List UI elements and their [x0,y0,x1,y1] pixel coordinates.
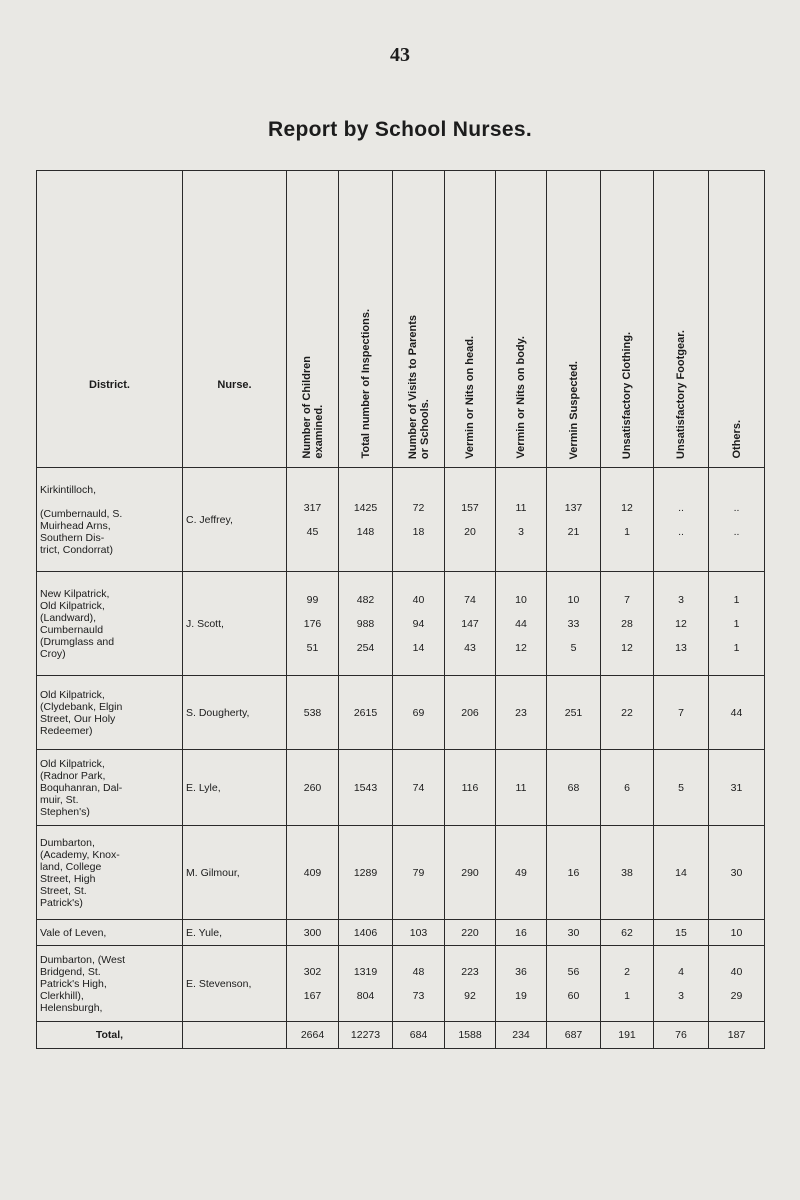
footgear-cell: 15 [654,920,709,946]
footgear-cell: 4 3 [654,946,709,1022]
total-vermin-head-cell: 1588 [445,1022,496,1049]
children-cell: 99 176 51 [287,572,339,676]
total-vermin-suspected-cell: 687 [547,1022,601,1049]
vermin-head-cell: 290 [445,826,496,920]
header-inspections-label: Total number of Inspections. [359,309,372,459]
vermin-suspected-cell: 10 33 5 [547,572,601,676]
children-cell: 538 [287,676,339,750]
vermin-head-cell: 220 [445,920,496,946]
total-footgear-cell: 76 [654,1022,709,1049]
header-row [37,171,765,468]
vermin-suspected-cell: 68 [547,750,601,826]
table-row [37,920,765,946]
header-vermin-suspected-label: Vermin Suspected. [567,360,580,459]
table-row [37,946,765,1022]
vermin-head-cell: 116 [445,750,496,826]
vermin-body-cell: 11 [496,750,547,826]
header-clothing [601,171,654,468]
table-row [37,750,765,826]
inspections-cell: 1425 148 [339,468,393,572]
table-body [37,468,765,1049]
inspections-cell: 1406 [339,920,393,946]
header-children [287,171,339,468]
inspections-cell: 1319 804 [339,946,393,1022]
table-row [37,572,765,676]
table-row [37,826,765,920]
footgear-cell: 3 12 13 [654,572,709,676]
vermin-head-cell: 206 [445,676,496,750]
header-footgear [654,171,709,468]
header-footgear-label: Unsatisfactory Footgear. [675,330,687,459]
visits-cell: 72 18 [393,468,445,572]
visits-cell: 103 [393,920,445,946]
others-cell: 40 29 [709,946,765,1022]
header-visits-label: Number of Visits to Parents or Schools. [406,314,431,459]
others-cell: 31 [709,750,765,826]
total-children-cell: 2664 [287,1022,339,1049]
header-vermin-suspected [547,171,601,468]
nurse-cell: S. Dougherty, [183,676,287,750]
vermin-body-cell: 11 3 [496,468,547,572]
children-cell: 409 [287,826,339,920]
vermin-body-cell: 49 [496,826,547,920]
total-others-cell: 187 [709,1022,765,1049]
visits-cell: 74 [393,750,445,826]
nurse-cell: M. Gilmour, [183,826,287,920]
inspections-cell: 1289 [339,826,393,920]
footgear-cell: 7 [654,676,709,750]
header-children-label: Number of Children examined. [300,356,325,459]
header-district: District. [37,171,183,468]
total-visits-cell: 684 [393,1022,445,1049]
total-nurse-cell [183,1022,287,1049]
vermin-head-cell: 223 92 [445,946,496,1022]
header-visits [393,171,445,468]
vermin-body-cell: 16 [496,920,547,946]
children-cell: 260 [287,750,339,826]
vermin-head-cell: 157 20 [445,468,496,572]
visits-cell: 48 73 [393,946,445,1022]
district-cell: Dumbarton, (West Bridgend, St. Patrick's High, Clerkhill), Helensburgh, [37,946,183,1022]
visits-cell: 40 94 14 [393,572,445,676]
header-vermin-body [496,171,547,468]
school-nurses-table [36,170,765,1049]
nurse-cell: C. Jeffrey, [183,468,287,572]
others-cell: 30 [709,826,765,920]
district-cell: Dumbarton, (Academy, Knox- land, College Street, High Street, St. Patrick's) [37,826,183,920]
total-vermin-body-cell: 234 [496,1022,547,1049]
header-others-label: Others. [730,420,743,459]
nurse-cell: J. Scott, [183,572,287,676]
page-number: 43 [390,44,410,66]
vermin-suspected-cell: 56 60 [547,946,601,1022]
vermin-suspected-cell: 137 21 [547,468,601,572]
header-vermin-head [445,171,496,468]
nurse-cell: E. Lyle, [183,750,287,826]
inspections-cell: 482 988 254 [339,572,393,676]
vermin-body-cell: 23 [496,676,547,750]
header-vermin-head-label: Vermin or Nits on head. [464,336,476,459]
header-nurse: Nurse. [183,171,287,468]
others-cell: 44 [709,676,765,750]
clothing-cell: 6 [601,750,654,826]
footgear-cell: 5 [654,750,709,826]
clothing-cell: 62 [601,920,654,946]
district-cell: New Kilpatrick, Old Kilpatrick, (Landward), Cumbernauld (Drumglass and Croy) [37,572,183,676]
footgear-cell: 14 [654,826,709,920]
visits-cell: 79 [393,826,445,920]
vermin-body-cell: 36 19 [496,946,547,1022]
inspections-cell: 1543 [339,750,393,826]
vermin-suspected-cell: 16 [547,826,601,920]
others-cell: 10 [709,920,765,946]
vermin-suspected-cell: 30 [547,920,601,946]
footgear-cell: .. .. [654,468,709,572]
children-cell: 302 167 [287,946,339,1022]
total-inspections-cell: 12273 [339,1022,393,1049]
inspections-cell: 2615 [339,676,393,750]
report-title: Report by School Nurses. [268,118,532,141]
clothing-cell: 2 1 [601,946,654,1022]
nurse-cell: E. Yule, [183,920,287,946]
total-row [37,1022,765,1049]
clothing-cell: 7 28 12 [601,572,654,676]
vermin-suspected-cell: 251 [547,676,601,750]
district-cell: Kirkintilloch, (Cumbernauld, S. Muirhead Arns, Southern Dis- trict, Condorrat) [37,468,183,572]
header-inspections [339,171,393,468]
total-clothing-cell: 191 [601,1022,654,1049]
district-cell: Old Kilpatrick, (Radnor Park, Boquhanran, Dal- muir, St. Stephen's) [37,750,183,826]
children-cell: 317 45 [287,468,339,572]
table-row [37,468,765,572]
nurse-cell: E. Stevenson, [183,946,287,1022]
district-cell: Vale of Leven, [37,920,183,946]
clothing-cell: 38 [601,826,654,920]
total-label: Total, [37,1022,183,1049]
clothing-cell: 12 1 [601,468,654,572]
header-vermin-body-label: Vermin or Nits on body. [515,336,527,459]
table-row [37,676,765,750]
visits-cell: 69 [393,676,445,750]
others-cell: .. .. [709,468,765,572]
vermin-body-cell: 10 44 12 [496,572,547,676]
header-others [709,171,765,468]
district-cell: Old Kilpatrick, (Clydebank, Elgin Street, Our Holy Redeemer) [37,676,183,750]
header-clothing-label: Unsatisfactory Clothing. [621,331,633,459]
clothing-cell: 22 [601,676,654,750]
vermin-head-cell: 74 147 43 [445,572,496,676]
others-cell: 1 1 1 [709,572,765,676]
children-cell: 300 [287,920,339,946]
